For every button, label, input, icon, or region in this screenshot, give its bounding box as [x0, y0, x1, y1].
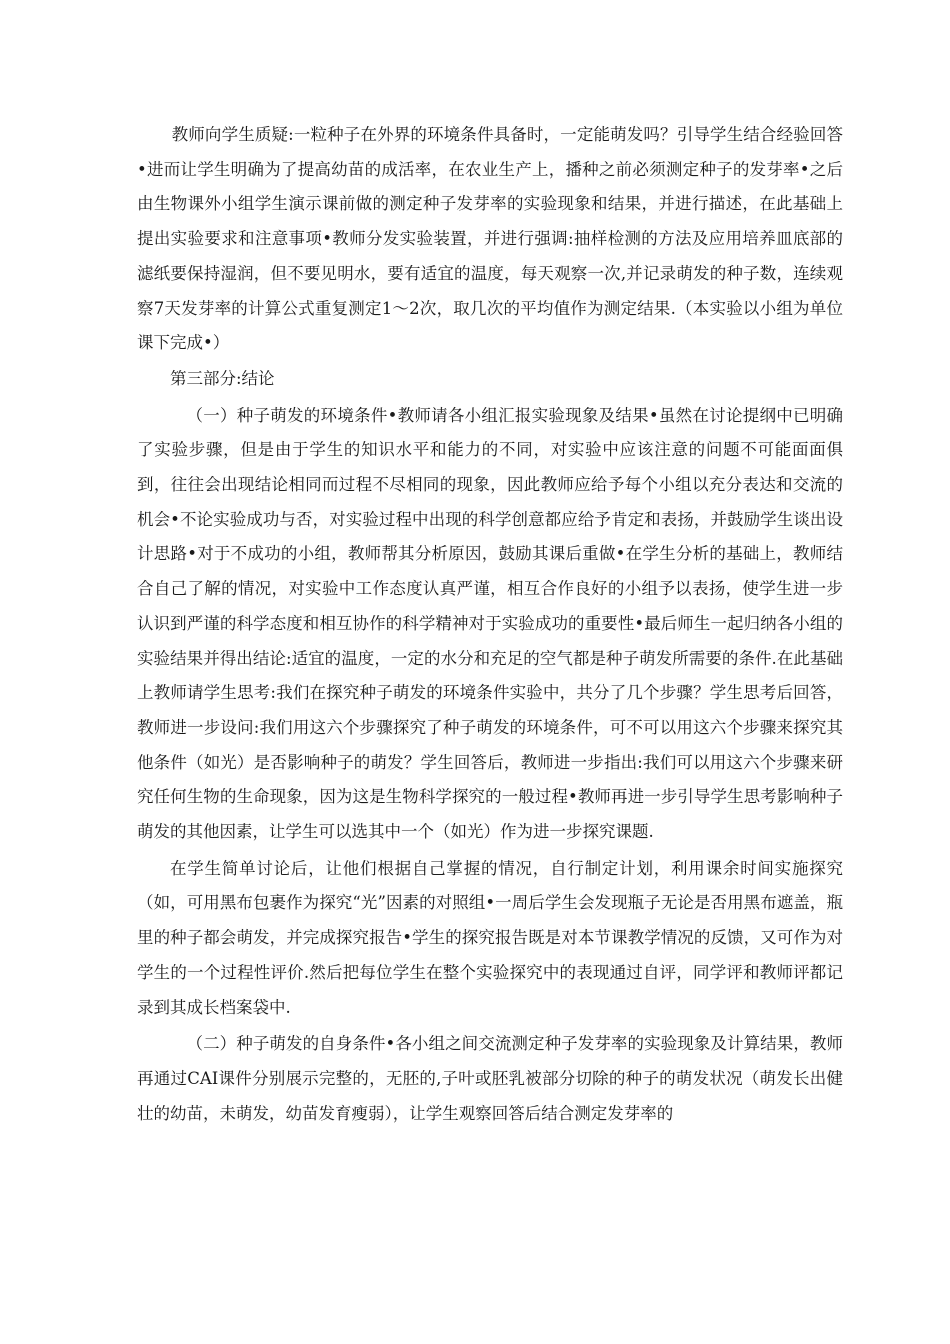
document-body: [137, 118, 843, 1131]
paragraph-seed-germination-rate: 教师向学生质疑:一粒种子在外界的环境条件具备时，一定能萌发吗？引导学生结合经验回答•进而让学生明确为了提高幼苗的成活率，在农业生产上，播种之前必须测定种子的发芽率•之后由生物课外小组学生演示课前做的测定种子发芽率的实验现象和结果，并进行描述，在此基础上提出实验要求和注意事项•教师分发实验装置，并进行强调:抽样检测的方法及应用培养皿底部的滤纸要保持湿润，但不要见明水，要有适宜的温度，每天观察一次,并记录萌发的种子数，连续观察7天发芽率的计算公式重复测定1〜2次，取几次的平均值作为测定结果.（本实验以小组为单位课下完成•）: [137, 125, 843, 353]
paragraph-student-inquiry: 在学生简单讨论后，让他们根据自己掌握的情况，自行制定计划，利用课余时间实施探究（如，可用黑布包裹作为探究“光”因素的对照组•一周后学生会发现瓶子无论是否用黑布遮盖，瓶里的种子都会萌发，并完成探究报告•学生的探究报告既是对本节课教学情况的反馈，又可作为对学生的一个过程性评价.然后把每位学生在整个实验探究中的表现通过自评，同学评和教师评都记录到其成长档案袋中.: [137, 858, 843, 1017]
section-heading-conclusion: 第三部分:结论: [170, 368, 275, 388]
paragraph-internal-conditions: （二）种子萌发的自身条件•各小组之间交流测定种子发芽率的实验现象及计算结果，教师再通过CAI课件分别展示完整的，无胚的,子叶或胚乳被部分切除的种子的萌发状况（萌发长出健壮的幼苗，未萌发，幼苗发育瘦弱），让学生观察回答后结合测定发芽率的: [137, 1034, 843, 1123]
paragraph-environmental-conditions: （一）种子萌发的环境条件•教师请各小组汇报实验现象及结果•虽然在讨论提纲中已明确了实验步骤，但是由于学生的知识水平和能力的不同，对实验中应该注意的问题不可能面面俱到，往往会出现结论相同而过程不尽相同的现象，因此教师应给予每个小组以充分表达和交流的机会•不论实验成功与否，对实验过程中出现的科学创意都应给予肯定和表扬，并鼓励学生谈出设计思路•对于不成功的小组，教师帮其分析原因，鼓励其课后重做•在学生分析的基础上，教师结合自己了解的情况，对实验中工作态度认真严谨，相互合作良好的小组予以表扬，使学生进一步认识到严谨的科学态度和相互协作的科学精神对于实验成功的重要性•最后师生一起归纳各小组的实验结果并得出结论:适宜的温度，一定的水分和充足的空气都是种子萌发所需要的条件.在此基础上教师请学生思考:我们在探究种子萌发的环境条件实验中，共分了几个步骤？学生思考后回答，教师进一步设问:我们用这六个步骤探究了种子萌发的环境条件，可不可以用这六个步骤来探究其他条件（如光）是否影响种子的萌发？学生回答后，教师进一步指出:我们可以用这六个步骤来研究任何生物的生命现象，因为这是生物科学探究的一般过程•教师再进一步引导学生思考影响种子萌发的其他因素，让学生可以选其中一个（如光）作为进一步探究课题.: [137, 405, 843, 842]
